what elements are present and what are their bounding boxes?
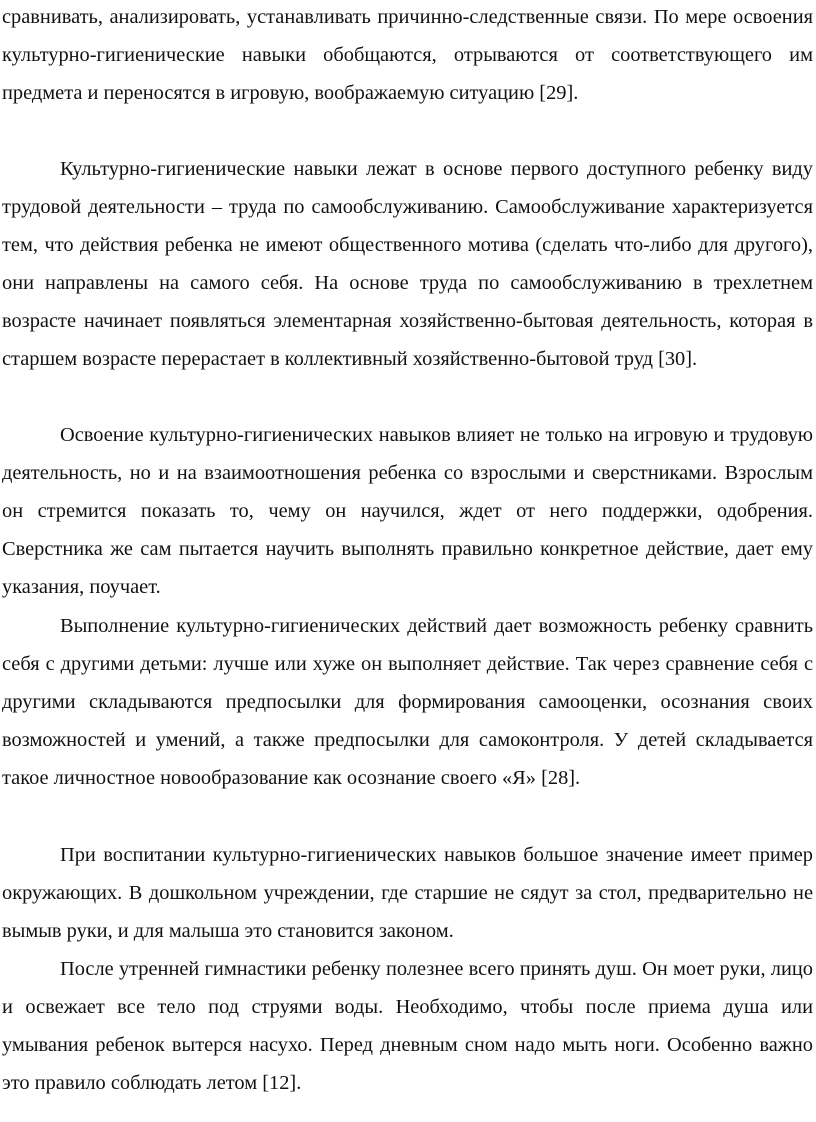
paragraph-shower: После утренней гимнастики ребенку полезнее всего принять душ. Он моет руки, лицо и освежает все тело под струями воды. Необходимо, чтобы после приема душа или умывания ребенок вытерся насухо. Перед дневным сном надо мыть ноги. Особенно важно это правило соблюдать летом [12]. [2, 958, 813, 1095]
paragraph-self-service: Культурно-гигиенические навыки лежат в основе первого доступного ребенку виду трудовой деятельности – труда по самообслуживанию. Самообслуживание характеризуется тем, что действия ребенка не имеют общественного мотива (сделать что-либо для другого), они направлены на самого себя. На основе труда по самообслуживанию в трехлетнем возрасте начинает появляться элементарная хозяйственно-бытовая деятельность, которая в старшем возрасте перерастает в коллективный хозяйственно-бытовой труд [30]. [2, 158, 813, 371]
paragraph-continuation: сравнивать, анализировать, устанавливать причинно-следственные связи. По мере освоения культурно-гигиенические навыки обобщаются, отрываются от соответствующего им предмета и переносятся в игровую, воображаемую ситуацию [29]. [2, 6, 813, 105]
paragraph-self-esteem: Выполнение культурно-гигиенических действий дает возможность ребенку сравнить себя с другими детьми: лучше или хуже он выполняет действие. Так через сравнение себя с другими складываются предпосылки для формирования самооценки, осознания своих возможностей и умений, а также предпосылки для самоконтроля. У детей складывается такое личностное новообразование как осознание своего «Я» [28]. [2, 615, 813, 790]
paragraph-relationships: Освоение культурно-гигиенических навыков влияет не только на игровую и трудовую деятельность, но и на взаимоотношения ребенка со взрослыми и сверстниками. Взрослым он стремится показать то, чему он научился, ждет от него поддержки, одобрения. Сверстника же сам пытается научить выполнять правильно конкретное действие, дает ему указания, поучает. [2, 424, 813, 599]
paragraph-example: При воспитании культурно-гигиенических навыков большое значение имеет пример окружающих. В дошкольном учреждении, где старшие не сядут за стол, предварительно не вымыв руки, и для малыша это становится законом. [2, 844, 813, 943]
document-page [2, 0, 813, 1122]
